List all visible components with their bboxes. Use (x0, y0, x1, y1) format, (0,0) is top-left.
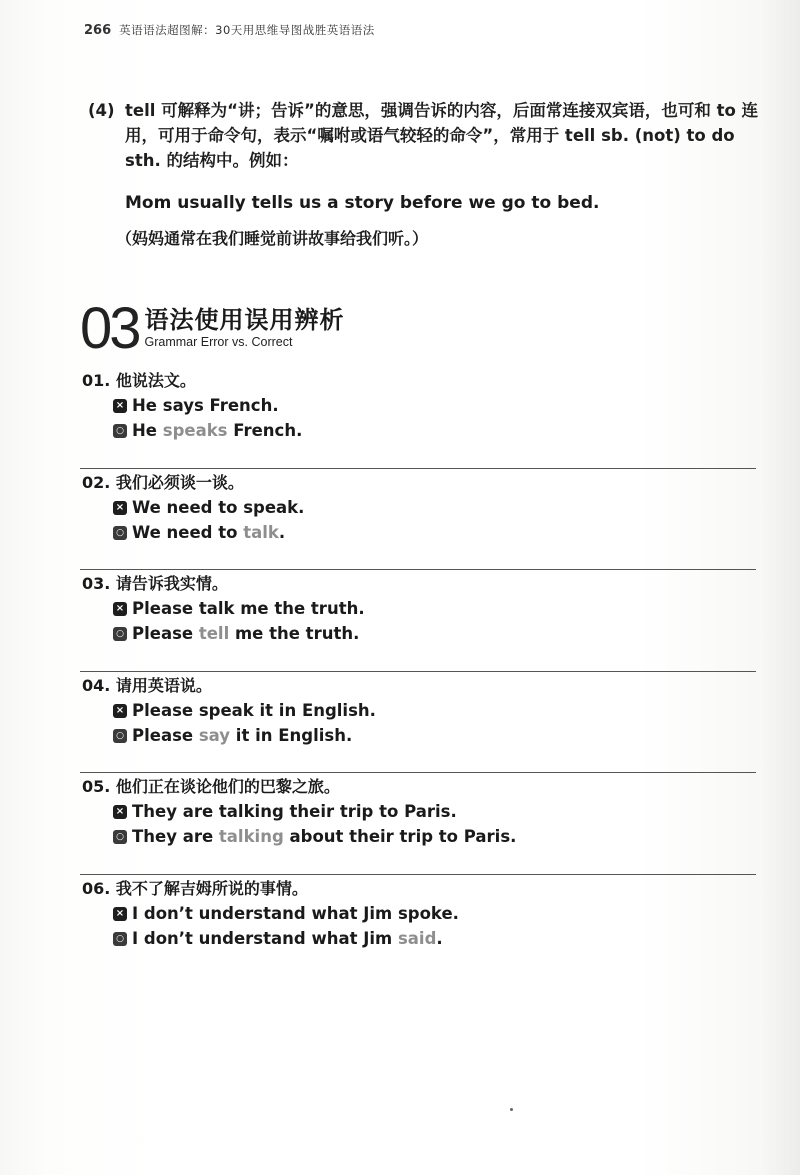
correct-word-highlight: talk (243, 522, 279, 542)
correct-sentence-after: about their trip to Paris. (283, 827, 517, 846)
item-prompt: 01. 他说法文。 (82, 371, 196, 390)
wrong-sentence-line (113, 902, 459, 926)
wrong-sentence-line (113, 800, 457, 824)
correct-mark-icon: ○ (113, 729, 127, 743)
wrong-sentence-line (113, 394, 279, 418)
error-list (80, 367, 756, 976)
wrong-sentence: They are talking their trip to Paris. (132, 802, 457, 821)
correct-sentence-after: me the truth. (229, 624, 360, 643)
correct-mark-icon: ○ (113, 932, 127, 946)
error-item-02 (80, 469, 756, 571)
error-item-01 (80, 367, 756, 469)
correct-sentence-line (113, 927, 443, 951)
correct-sentence-before: They are (132, 827, 219, 846)
print-speck (510, 1108, 513, 1111)
correct-sentence-after: . (436, 928, 443, 948)
correct-sentence-line (113, 825, 516, 849)
wrong-sentence: Please speak it in English. (132, 700, 376, 720)
correct-word-highlight: tell (198, 624, 230, 643)
error-item-03 (80, 570, 756, 672)
error-item-06 (80, 875, 756, 977)
example-sentence-english: Mom usually tells us a story before we go to bed. (125, 193, 600, 213)
wrong-mark-icon: × (113, 399, 127, 413)
correct-word-highlight: say (198, 725, 231, 745)
correct-word-highlight: speaks (162, 421, 228, 440)
correct-sentence-before: I don’t understand what Jim (132, 928, 398, 948)
wrong-mark-icon: × (113, 704, 127, 718)
correct-sentence-after: French. (227, 421, 303, 440)
page-number: 266 (84, 23, 112, 38)
wrong-sentence-line (113, 597, 365, 621)
section-subtitle: Grammar Error vs. Correct (144, 335, 293, 349)
correct-sentence-before: We need to (132, 522, 244, 542)
correct-sentence-after: . (278, 522, 286, 542)
error-item-04 (80, 672, 756, 774)
wrong-mark-icon: × (113, 602, 127, 616)
section-number: 03 (80, 296, 139, 361)
wrong-mark-icon: × (113, 907, 127, 921)
wrong-sentence: We need to speak. (132, 497, 305, 517)
wrong-sentence: Please talk me the truth. (132, 599, 365, 618)
section-title: 语法使用误用辨析 (144, 306, 345, 334)
correct-sentence-line (113, 521, 285, 545)
wrong-sentence-line (113, 699, 376, 723)
wrong-mark-icon: × (113, 805, 127, 819)
correct-sentence-line (113, 419, 302, 443)
running-head (84, 22, 375, 38)
item-prompt: 05. 他们正在谈论他们的巴黎之旅。 (82, 777, 340, 796)
wrong-mark-icon: × (113, 501, 127, 515)
correct-sentence-line (113, 724, 352, 748)
section-titles (145, 300, 345, 350)
item-prompt: 02. 我们必须谈一谈。 (82, 472, 244, 492)
usage-note (88, 98, 768, 251)
usage-text: tell 可解释为“讲；告诉”的意思，强调告诉的内容，后面常连接双宾语，也可和 to 连用，可用于命令句，表示“嘱咐或语气较轻的命令”，常用于 tell sb. (not) to do sth. 的结构中。例如： (125, 101, 759, 170)
correct-sentence-line (113, 622, 359, 646)
wrong-sentence-line (113, 496, 304, 520)
correct-sentence-before: Please (132, 725, 199, 745)
wrong-sentence: I don’t understand what Jim spoke. (132, 903, 459, 923)
correct-sentence-after: it in English. (230, 725, 353, 745)
error-item-05 (80, 773, 756, 875)
example-sentence-chinese: （妈妈通常在我们睡觉前讲故事给我们听。） (116, 229, 429, 248)
usage-number: (4) (88, 101, 115, 120)
correct-sentence-before: Please (132, 624, 199, 643)
correct-word-highlight: said (397, 928, 437, 948)
item-prompt: 04. 请用英语说。 (82, 675, 212, 695)
correct-mark-icon: ○ (113, 424, 127, 438)
item-prompt: 03. 请告诉我实情。 (82, 574, 228, 593)
correct-mark-icon: ○ (113, 526, 127, 540)
correct-word-highlight: talking (218, 827, 284, 846)
wrong-sentence: He says French. (132, 396, 279, 415)
correct-mark-icon: ○ (113, 830, 127, 844)
item-prompt: 06. 我不了解吉姆所说的事情。 (82, 878, 308, 898)
correct-sentence-before: He (132, 421, 163, 440)
section-header (80, 296, 345, 361)
correct-mark-icon: ○ (113, 627, 127, 641)
usage-paragraph (88, 98, 768, 173)
book-title: 英语语法超图解：30天用思维导图战胜英语语法 (119, 23, 375, 37)
